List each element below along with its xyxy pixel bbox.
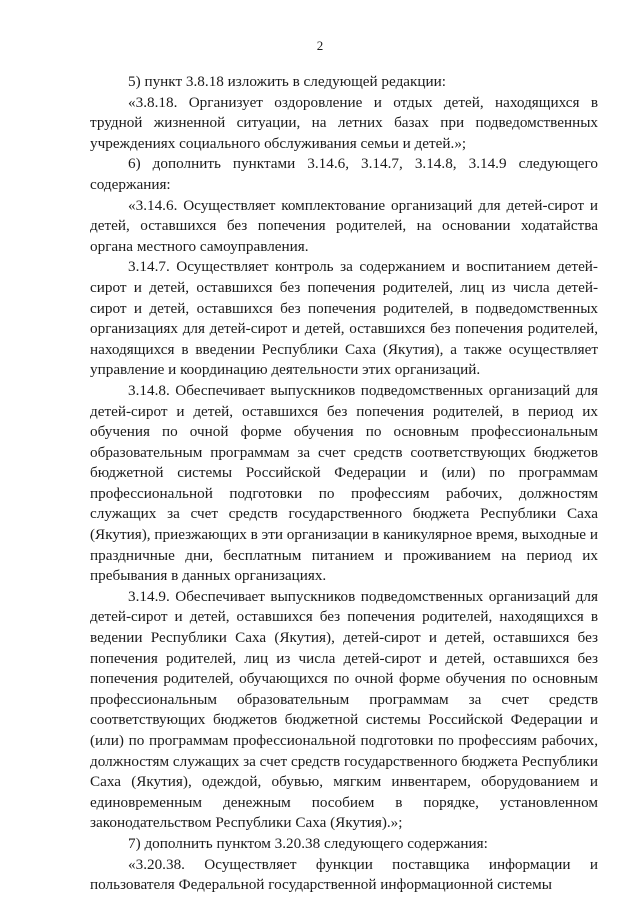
paragraph-item-5: 5) пункт 3.8.18 изложить в следующей редакции: bbox=[128, 73, 447, 90]
paragraph-3-14-7: 3.14.7. Осуществляет контроль за содержанием и воспитанием детей-сирот и детей, оставшихся без попечения родителей, лиц из числа детей-сирот и детей, оставшихся без попечения родителей, в подведомственных организациях для детей-сирот и детей, оставшихся без попечения родителей, находящихся в введении Республики Саха (Якутия), а также осуществляет управление и координацию деятельности этих организаций. bbox=[90, 258, 598, 379]
paragraph-3-14-8: 3.14.8. Обеспечивает выпускников подведомственных организаций для детей-сирот и детей, оставшихся без попечения родителей, в период их обучения по очной форме обучения по основным профессиональным образовательным программам за счет средств соответствующих бюджетов бюджетной системы Российской Федерации и (или) по программам профессиональной подготовки по профессиям рабочих, должностям служащих за счет средств государственного бюджета Республики Саха (Якутия), приезжающих в эти организации в каникулярное время, выходные и праздничные дни, бесплатным питанием и проживанием на период их пребывания в данных организациях. bbox=[90, 381, 598, 585]
paragraph-3-20-38: «3.20.38. Осуществляет функции поставщика информации и пользователя Федеральной государственной информационной системы bbox=[90, 855, 598, 894]
paragraph-item-7: 7) дополнить пунктом 3.20.38 следующего содержания: bbox=[128, 834, 488, 852]
paragraph-3-14-6: «3.14.6. Осуществляет комплектование организаций для детей-сирот и детей, оставшихся без попечения родителей, на основании ходатайства органа местного самоуправления. bbox=[90, 196, 598, 255]
paragraph-3-8-18: «3.8.18. Организует оздоровление и отдых детей, находящихся в трудной жизненной ситуации, на летних базах при подведомственных учреждениях социального обслуживания семьи и детей.»; bbox=[90, 93, 598, 152]
paragraph-3-14-9: 3.14.9. Обеспечивает выпускников подведомственных организаций для детей-сирот и детей, оставшихся без попечения родителей, находящихся в ведении Республики Саха (Якутия), детей-сирот и детей, оставшихся без попечения родителей, лиц из числа детей-сирот и детей, оставшихся без попечения родителей, обучающихся по очной форме обучения по основным профессиональным образовательным программам за счет средств соответствующих бюджетов бюджетной системы Российской Федерации и (или) по программам профессиональной подготовки по профессиям рабочих, должностям служащих за счет средств государственного бюджета Республики Саха (Якутия), одеждой, обувью, мягким инвентарем, оборудованием и единовременным денежным пособием в порядке, установленном законодательством Республики Саха (Якутия).»; bbox=[90, 587, 598, 832]
paragraph-item-6: 6) дополнить пунктами 3.14.6, 3.14.7, 3.14.8, 3.14.9 следующего содержания: bbox=[90, 155, 598, 193]
page-number: 2 bbox=[316, 38, 324, 53]
document-body bbox=[90, 72, 598, 896]
